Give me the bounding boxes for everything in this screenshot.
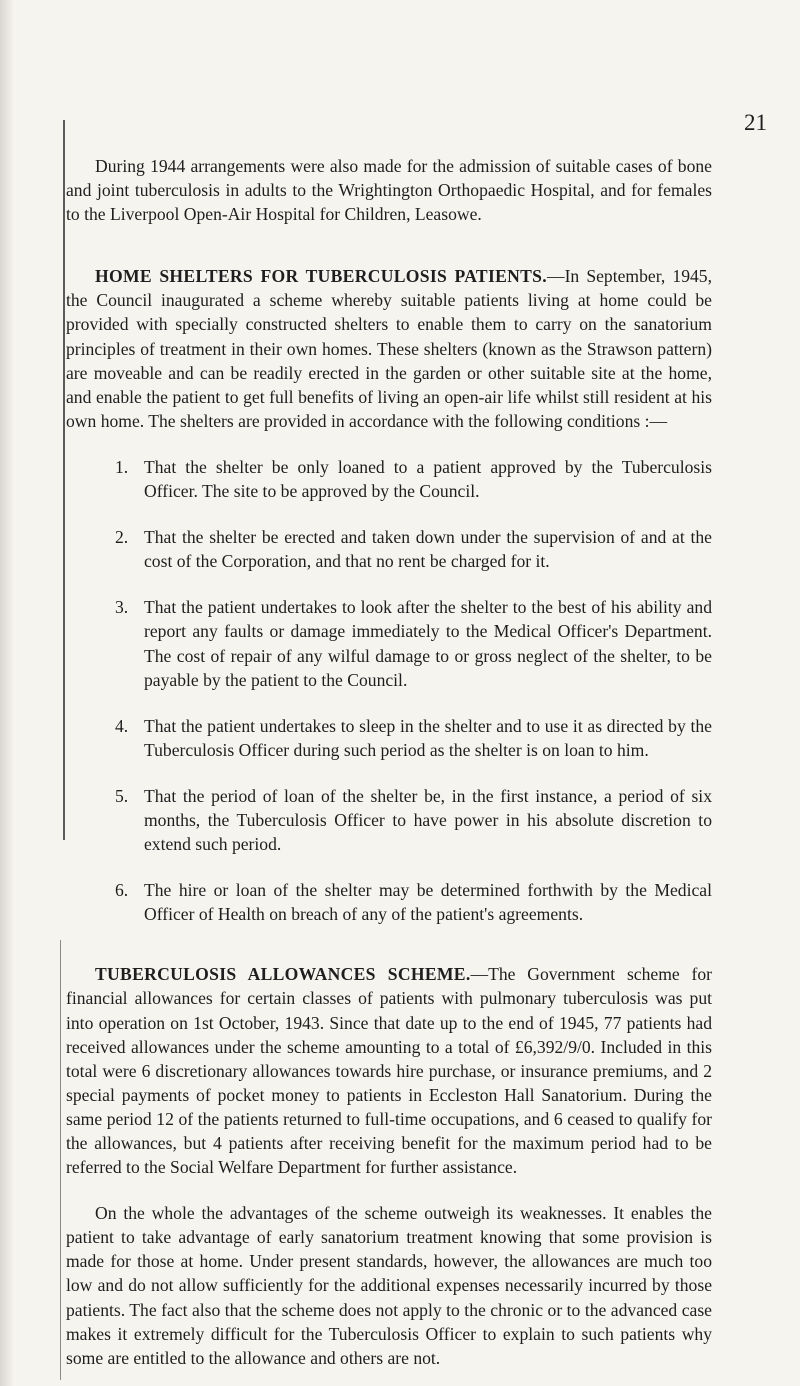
allowances-heading: TUBERCULOSIS ALLOWANCES SCHEME. (95, 964, 471, 985)
condition-text: The hire or loan of the shelter may be determined forthwith by the Medical Officer of Health on breach of any of the patient's agreements. (144, 880, 712, 925)
condition-item (66, 455, 712, 503)
condition-text: That the patient undertakes to look after the shelter to the best of his ability and report any faults or damage immediately to the Medical Officer's Department. The cost of repair of any wilful damage to or gross neglect of the shelter, to be payable by the patient to the Council. (144, 597, 712, 690)
home-shelters-heading: HOME SHELTERS FOR TUBERCULOSIS PATIENTS. (95, 266, 547, 287)
condition-item (66, 878, 712, 926)
page-number: 21 (744, 110, 767, 135)
conditions-list (66, 455, 712, 926)
spacer (66, 1179, 712, 1201)
condition-item (66, 714, 712, 762)
condition-text: That the period of loan of the shelter be, in the first instance, a period of six months, the Tuberculosis Officer to have power in his absolute discretion to extend such period. (144, 785, 712, 855)
condition-item (66, 784, 712, 856)
gutter-line-lower (60, 940, 61, 1380)
home-shelters-paragraph (66, 264, 712, 433)
condition-item (66, 525, 712, 573)
spacer (66, 433, 712, 455)
condition-number: 2. (115, 527, 129, 548)
condition-number: 3. (115, 597, 129, 618)
condition-number: 1. (115, 456, 129, 477)
intro-paragraph: During 1944 arrangements were also made for the admission of suitable cases of bone and joint tuberculosis in adults to the Wrightington Orthopaedic Hospital, and for females to the Liverpool Open-Air Hospital for Children, Leasowe. (66, 156, 712, 225)
condition-number: 5. (115, 785, 129, 806)
spacer (66, 948, 712, 962)
condition-number: 6. (115, 880, 129, 901)
binding-edge (0, 0, 14, 1386)
spacer (66, 226, 712, 264)
allowances-body: —The Government scheme for financial allowances for certain classes of patients with pulmonary tuberculosis was put into operation on 1st October, 1943. Since that date up to the end of 1945, 77 patients had received allowances under the scheme amounting to a total of £6,392/9/0. Included in this total were 6 discretionary allowances towards hire purchase, or insurance premiums, and 2 special payments of pocket money to patients in Eccleston Hall Sanatorium. During the same period 12 of the patients returned to full-time occupations, and 6 ceased to qualify for the allowances, but 4 patients after receiving benefit for the maximum period had to be referred to the Social Welfare Department for further assistance. (66, 964, 713, 1178)
page-body (66, 154, 712, 1370)
gutter-line-upper (63, 120, 65, 840)
condition-text: That the patient undertakes to sleep in the shelter and to use it as directed by the Tuberculosis Officer during such period as the shelter is on loan to him. (144, 715, 712, 760)
home-shelters-body: —In September, 1945, the Council inaugurated a scheme whereby suitable patients living at home could be provided with specially constructed shelters to enable them to carry on the sanatorium principles of treatment in their own homes. These shelters (known as the Strawson pattern) are moveable and can be readily erected in the garden or other suitable site at the home, and enable the patient to get full benefits of living an open-air life whilst still resident at his own home. The shelters are provided in accordance with the following conditions :— (66, 266, 712, 431)
condition-item (66, 595, 712, 691)
allowances-paragraph (66, 962, 712, 1179)
condition-text: That the shelter be only loaned to a patient approved by the Tuberculosis Officer. The site to be approved by the Council. (144, 456, 712, 502)
condition-text: That the shelter be erected and taken down under the supervision of and at the cost of the Corporation, and that no rent be charged for it. (144, 527, 712, 572)
closing-paragraph: On the whole the advantages of the scheme outweigh its weaknesses. It enables the patient to take advantage of early sanatorium treatment knowing that some provision is made for those at home. Under present standards, however, the allowances are much too low and do not allow sufficiently for the additional expenses necessarily incurred by those patients. The fact also that the scheme does not apply to the chronic or to the advanced case makes it extremely difficult for the Tuberculosis Officer to explain to such patients why some are entitled to the allowance and others are not. (66, 1203, 712, 1368)
condition-number: 4. (115, 715, 129, 736)
